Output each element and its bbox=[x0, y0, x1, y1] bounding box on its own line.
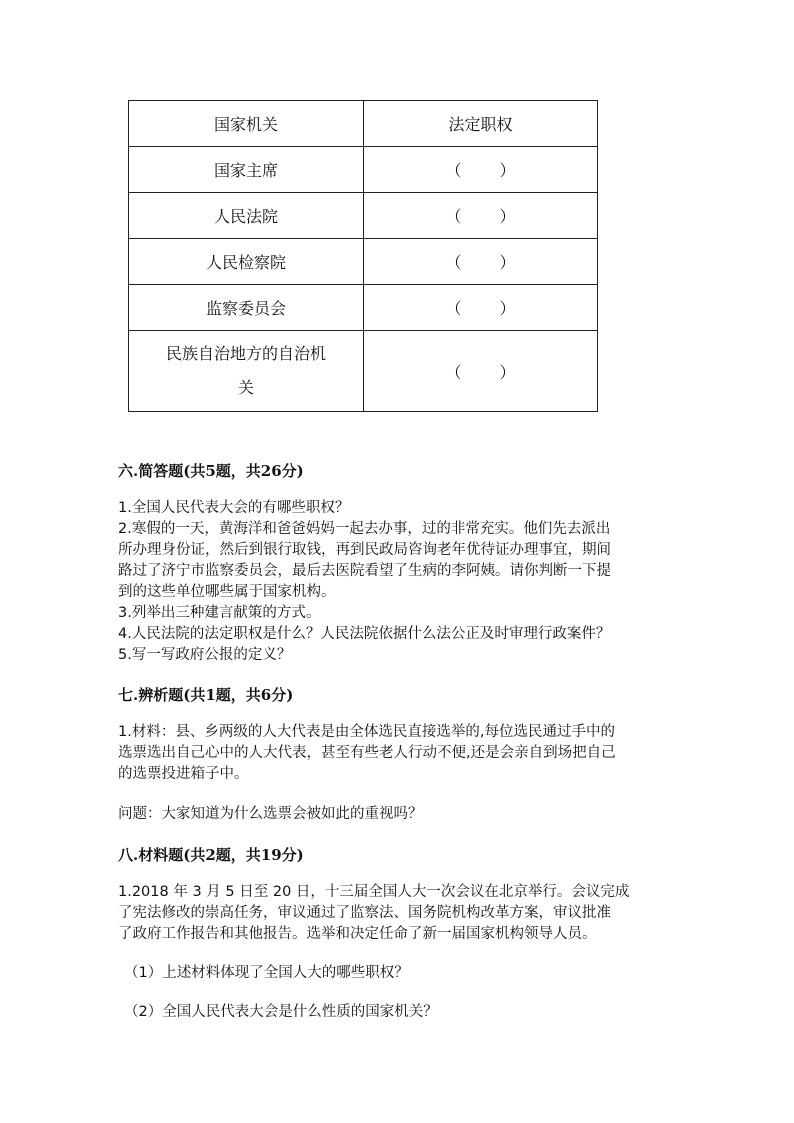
organ-cell bbox=[129, 331, 364, 412]
organs-table-wrapper bbox=[128, 100, 598, 412]
close-paren: ） bbox=[499, 298, 516, 318]
question-5: 5.写一写政府公报的定义？ bbox=[118, 647, 292, 663]
organ-cell-line: 关 bbox=[237, 378, 254, 397]
question-2-line: 所办理身份证，然后到银行取钱，再到民政局咨询老年优待证办理事宜，期间 bbox=[118, 542, 611, 558]
open-paren: （ bbox=[445, 298, 462, 318]
sub-question-2: （2）全国人民代表大会是什么性质的国家机关？ bbox=[124, 1004, 438, 1020]
open-paren: （ bbox=[445, 206, 462, 226]
section-6-title: 六.简答题(共5题，共26分) bbox=[118, 462, 304, 480]
close-paren: ） bbox=[499, 363, 516, 382]
organ-cell-line: 民族自治地方的自治机 bbox=[165, 344, 326, 363]
material-line: 1.2018 年 3 月 5 日至 20 日，十三届全国人大一次会议在北京举行。会议完成 bbox=[118, 884, 630, 900]
table-row bbox=[129, 193, 598, 239]
section-7-title: 七.辨析题(共1题，共6分) bbox=[118, 686, 294, 704]
section-6-questions bbox=[118, 498, 678, 666]
organs-powers-table bbox=[128, 100, 598, 412]
organ-cell: 人民检察院 bbox=[129, 239, 364, 285]
material-line: 1.材料：县、乡两级的人大代表是由全体选民直接选举的,每位选民通过手中的 bbox=[118, 724, 615, 740]
table-row bbox=[129, 239, 598, 285]
table-row bbox=[129, 285, 598, 331]
answer-cell bbox=[364, 239, 598, 285]
open-paren: （ bbox=[445, 363, 462, 382]
table-header-row bbox=[129, 101, 598, 147]
material-line: 的选票投进箱子中。 bbox=[118, 766, 249, 782]
open-paren: （ bbox=[445, 252, 462, 272]
close-paren: ） bbox=[499, 252, 516, 272]
material-line: 选票选出自己心中的人大代表，甚至有些老人行动不便,还是会亲自到场把自己 bbox=[118, 745, 616, 761]
section-8-title: 八.材料题(共2题，共19分) bbox=[118, 846, 304, 864]
question-2-line: 2.寒假的一天，黄海洋和爸爸妈妈一起去办事，过的非常充实。他们先去派出 bbox=[118, 521, 611, 537]
section-8-material bbox=[118, 882, 678, 945]
close-paren: ） bbox=[499, 206, 516, 226]
organ-cell: 监察委员会 bbox=[129, 285, 364, 331]
header-powers: 法定职权 bbox=[364, 101, 598, 147]
answer-cell bbox=[364, 193, 598, 239]
table-row bbox=[129, 147, 598, 193]
material-line: 了政府工作报告和其他报告。选举和决定任命了新一届国家机构领导人员。 bbox=[118, 926, 597, 942]
organ-cell: 人民法院 bbox=[129, 193, 364, 239]
table-row bbox=[129, 331, 598, 412]
header-organ: 国家机关 bbox=[129, 101, 364, 147]
question-2-line: 路过了济宁市监察委员会，最后去医院看望了生病的李阿姨。请你判断一下提 bbox=[118, 563, 611, 579]
answer-cell bbox=[364, 147, 598, 193]
organ-cell: 国家主席 bbox=[129, 147, 364, 193]
question-1: 1.全国人民代表大会的有哪些职权？ bbox=[118, 500, 350, 516]
question-3: 3.列举出三种建言献策的方式。 bbox=[118, 605, 321, 621]
section-7-material bbox=[118, 722, 678, 785]
sub-question-1: （1）上述材料体现了全国人大的哪些职权？ bbox=[124, 965, 409, 981]
close-paren: ） bbox=[499, 160, 516, 180]
answer-cell bbox=[364, 285, 598, 331]
question-2-line: 到的这些单位哪些属于国家机构。 bbox=[118, 584, 336, 600]
question-4: 4.人民法院的法定职权是什么？人民法院依据什么法公正及时审理行政案件？ bbox=[118, 626, 611, 642]
material-line: 了宪法修改的崇高任务，审议通过了监察法、国务院机构改革方案，审议批准 bbox=[118, 905, 611, 921]
section-7-question: 问题：大家知道为什么选票会被如此的重视吗？ bbox=[118, 806, 423, 822]
answer-cell bbox=[364, 331, 598, 412]
open-paren: （ bbox=[445, 160, 462, 180]
